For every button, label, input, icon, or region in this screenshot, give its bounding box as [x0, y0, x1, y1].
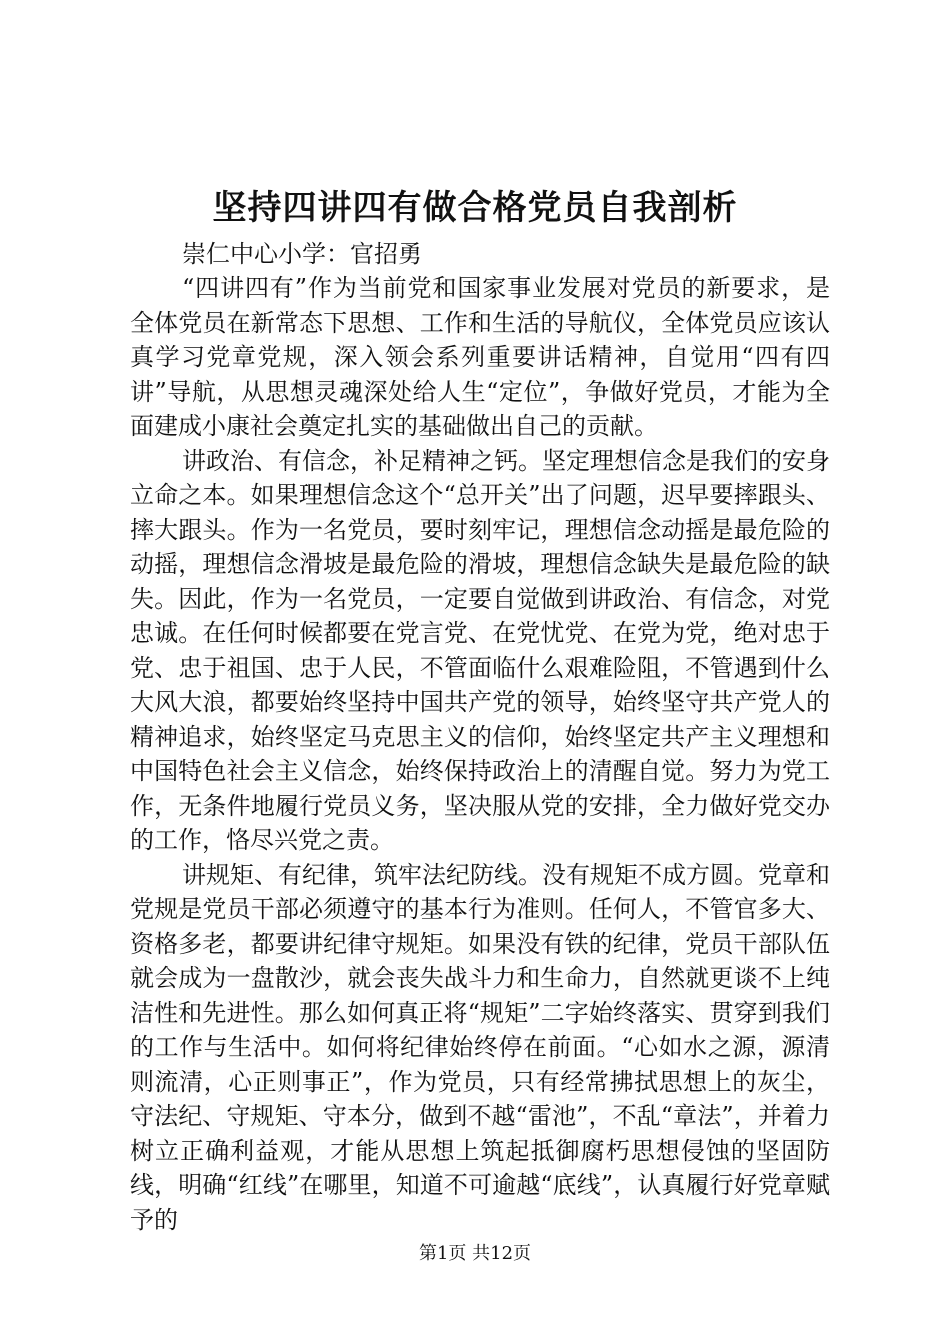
page-number-footer: 第1页 共12页 [418, 1243, 532, 1264]
document-title: 坚持四讲四有做合格党员自我剖析 [212, 188, 738, 228]
paragraph-discipline: 讲规矩、有纪律，筑牢法纪防线。没有规矩不成方圆。党章和党规是党员干部必须遵守的基本行为准则。任何人，不管官多大、资格多老，都要讲纪律守规矩。如果没有铁的纪律，党员干部队伍就会成为一盘散沙，就会丧失战斗力和生命力，自然就更谈不上纯洁性和先进性。那么如何真正将“规矩”二字始终落实、贯穿到我们的工作与生活中。如何将纪律始终停在前面。“心如水之源，源清则流清，心正则事正”，作为党员，只有经常拂拭思想上的灰尘，守法纪、守规矩、守本分，做到不越“雷池”，不乱“章法”，并着力树立正确利益观，才能从思想上筑起抵御腐朽思想侵蚀的坚固防线，明确“红线”在哪里，知道不可逾越“底线”，认真履行好党章赋予的 [130, 860, 830, 1234]
paragraph-politics: 讲政治、有信念，补足精神之钙。坚定理想信念是我们的安身立命之本。如果理想信念这个“总开关”出了问题，迟早要摔跟头、摔大跟头。作为一名党员，要时刻牢记，理想信念动摇是最危险的动摇，理想信念滑坡是最危险的滑坡，理想信念缺失是最危险的缺失。因此，作为一名党员，一定要自觉做到讲政治、有信念，对党忠诚。在任何时候都要在党言党、在党忧党、在党为党，绝对忠于党、忠于祖国、忠于人民，不管面临什么艰难险阻，不管遇到什么大风大浪，都要始终坚持中国共产党的领导，始终坚守共产党人的精神追求，始终坚定马克思主义的信仰，始终坚定共产主义理想和中国特色社会主义信念，始终保持政治上的清醒自觉。努力为党工作，无条件地履行党员义务，坚决服从党的安排，全力做好党交办的工作，恪尽兴党之责。 [130, 446, 830, 854]
paragraph-intro: “四讲四有”作为当前党和国家事业发展对党员的新要求，是全体党员在新常态下思想、工作和生活的导航仪，全体党员应该认真学习党章党规，深入领会系列重要讲话精神，自觉用“四有四讲”导航，从思想灵魂深处给人生“定位”，争做好党员，才能为全面建成小康社会奠定扎实的基础做出自己的贡献。 [130, 274, 830, 440]
document-body [130, 237, 830, 1237]
author-line: 崇仁中心小学：官招勇 [182, 240, 422, 268]
